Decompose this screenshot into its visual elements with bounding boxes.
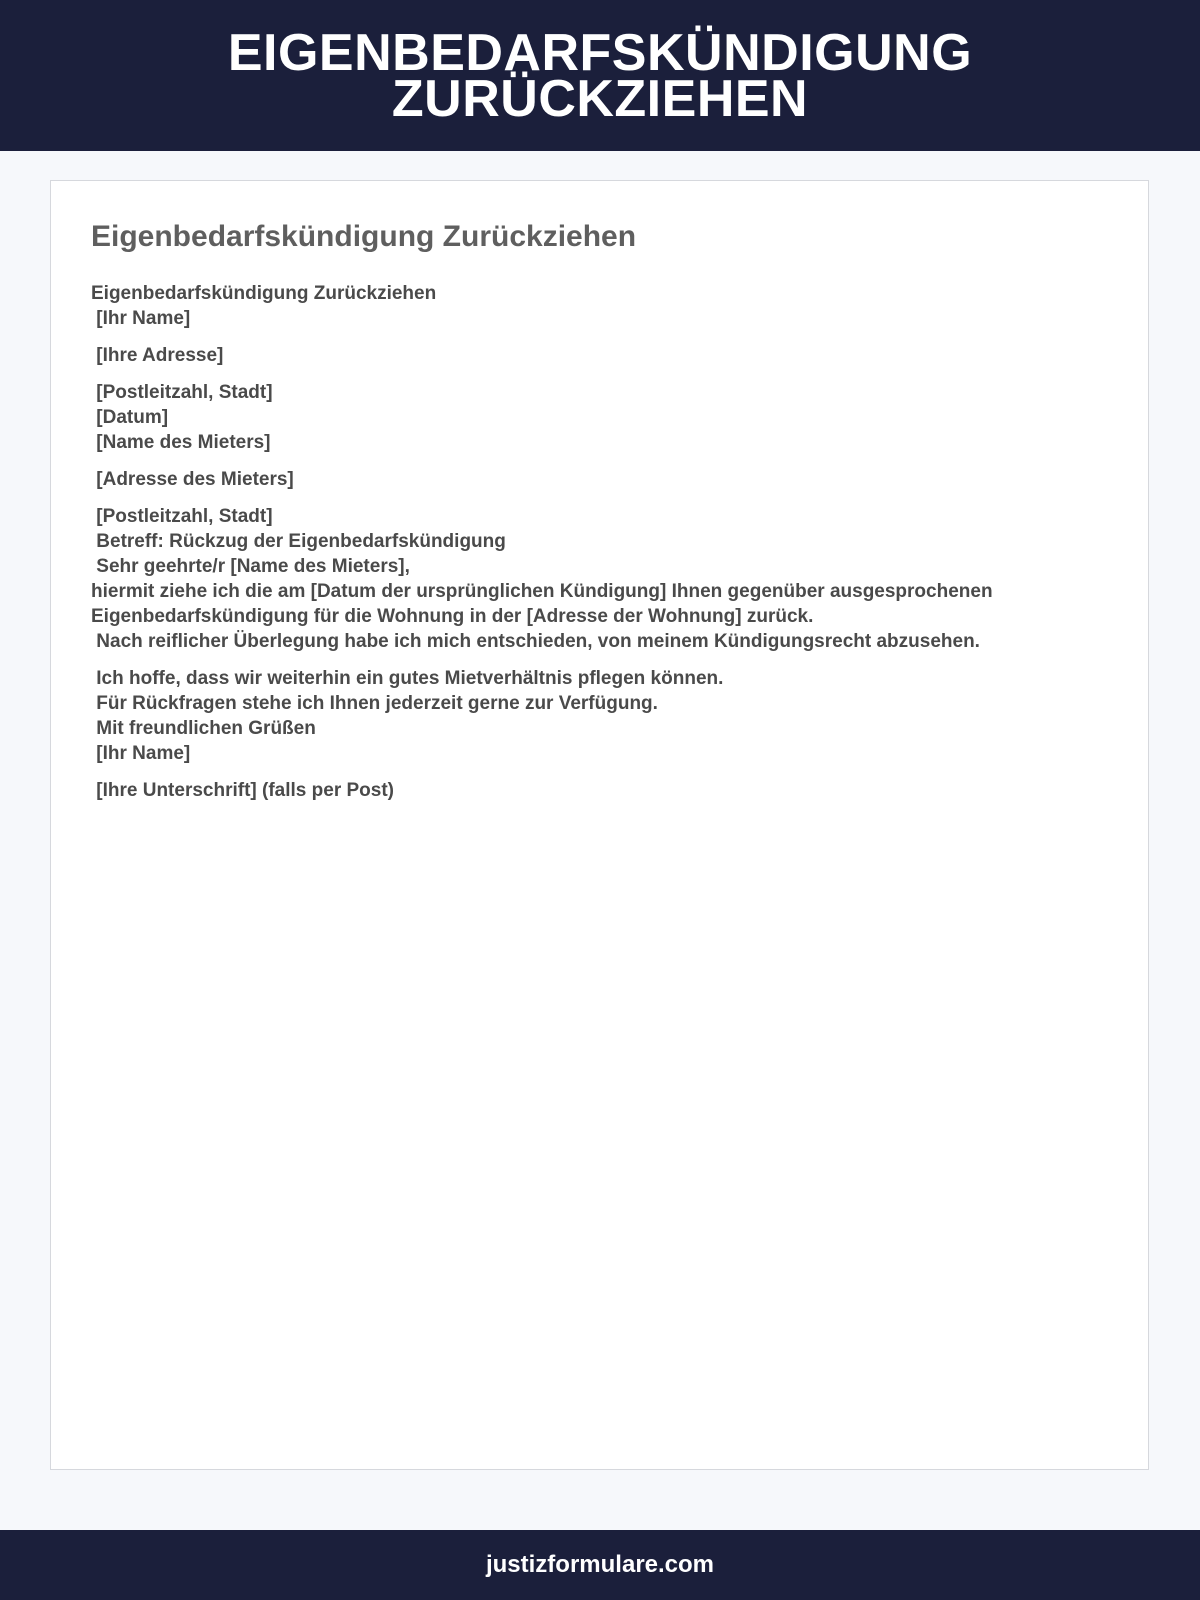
sender-address: [Ihre Adresse]: [91, 345, 224, 366]
document-body: [91, 281, 1091, 803]
salutation: Sehr geehrte/r [Name des Mieters],: [91, 556, 410, 577]
letter-date: [Datum]: [91, 407, 169, 428]
recipient-address: [Adresse des Mieters]: [91, 469, 294, 490]
page-header: [0, 0, 1200, 151]
body-line: Ich hoffe, dass wir weiterhin ein gutes Mietverhältnis pflegen können.: [91, 668, 724, 689]
subject-line: Betreff: Rückzug der Eigenbedarfskündigung: [91, 531, 506, 552]
letter-heading: Eigenbedarfskündigung Zurückziehen: [91, 283, 437, 304]
document-title: Eigenbedarfskündigung Zurückziehen: [91, 220, 637, 253]
page-footer: [0, 1530, 1200, 1600]
recipient-postcode-city: [Postleitzahl, Stadt]: [91, 506, 273, 527]
signature-name: [Ihr Name]: [91, 743, 191, 764]
body-line: Nach reiflicher Überlegung habe ich mich entschieden, von meinem Kündigungsrecht abzusehen.: [91, 631, 980, 652]
body-line: Für Rückfragen stehe ich Ihnen jederzeit gerne zur Verfügung.: [91, 693, 658, 714]
body-line: Eigenbedarfskündigung für die Wohnung in der [Adresse der Wohnung] zurück.: [91, 606, 814, 627]
closing: Mit freundlichen Grüßen: [91, 718, 316, 739]
page-title: EIGENBEDARFSKÜNDIGUNG ZURÜCKZIEHEN: [227, 23, 973, 128]
sender-name: [Ihr Name]: [91, 308, 191, 329]
footer-site-link[interactable]: justizformulare.com: [485, 1551, 715, 1578]
signature-line: [Ihre Unterschrift] (falls per Post): [91, 780, 394, 801]
document-card: [50, 180, 1149, 1470]
sender-postcode-city: [Postleitzahl, Stadt]: [91, 382, 273, 403]
recipient-name: [Name des Mieters]: [91, 432, 271, 453]
body-line: hiermit ziehe ich die am [Datum der ursprünglichen Kündigung] Ihnen gegenüber ausgesprochenen: [91, 581, 993, 602]
